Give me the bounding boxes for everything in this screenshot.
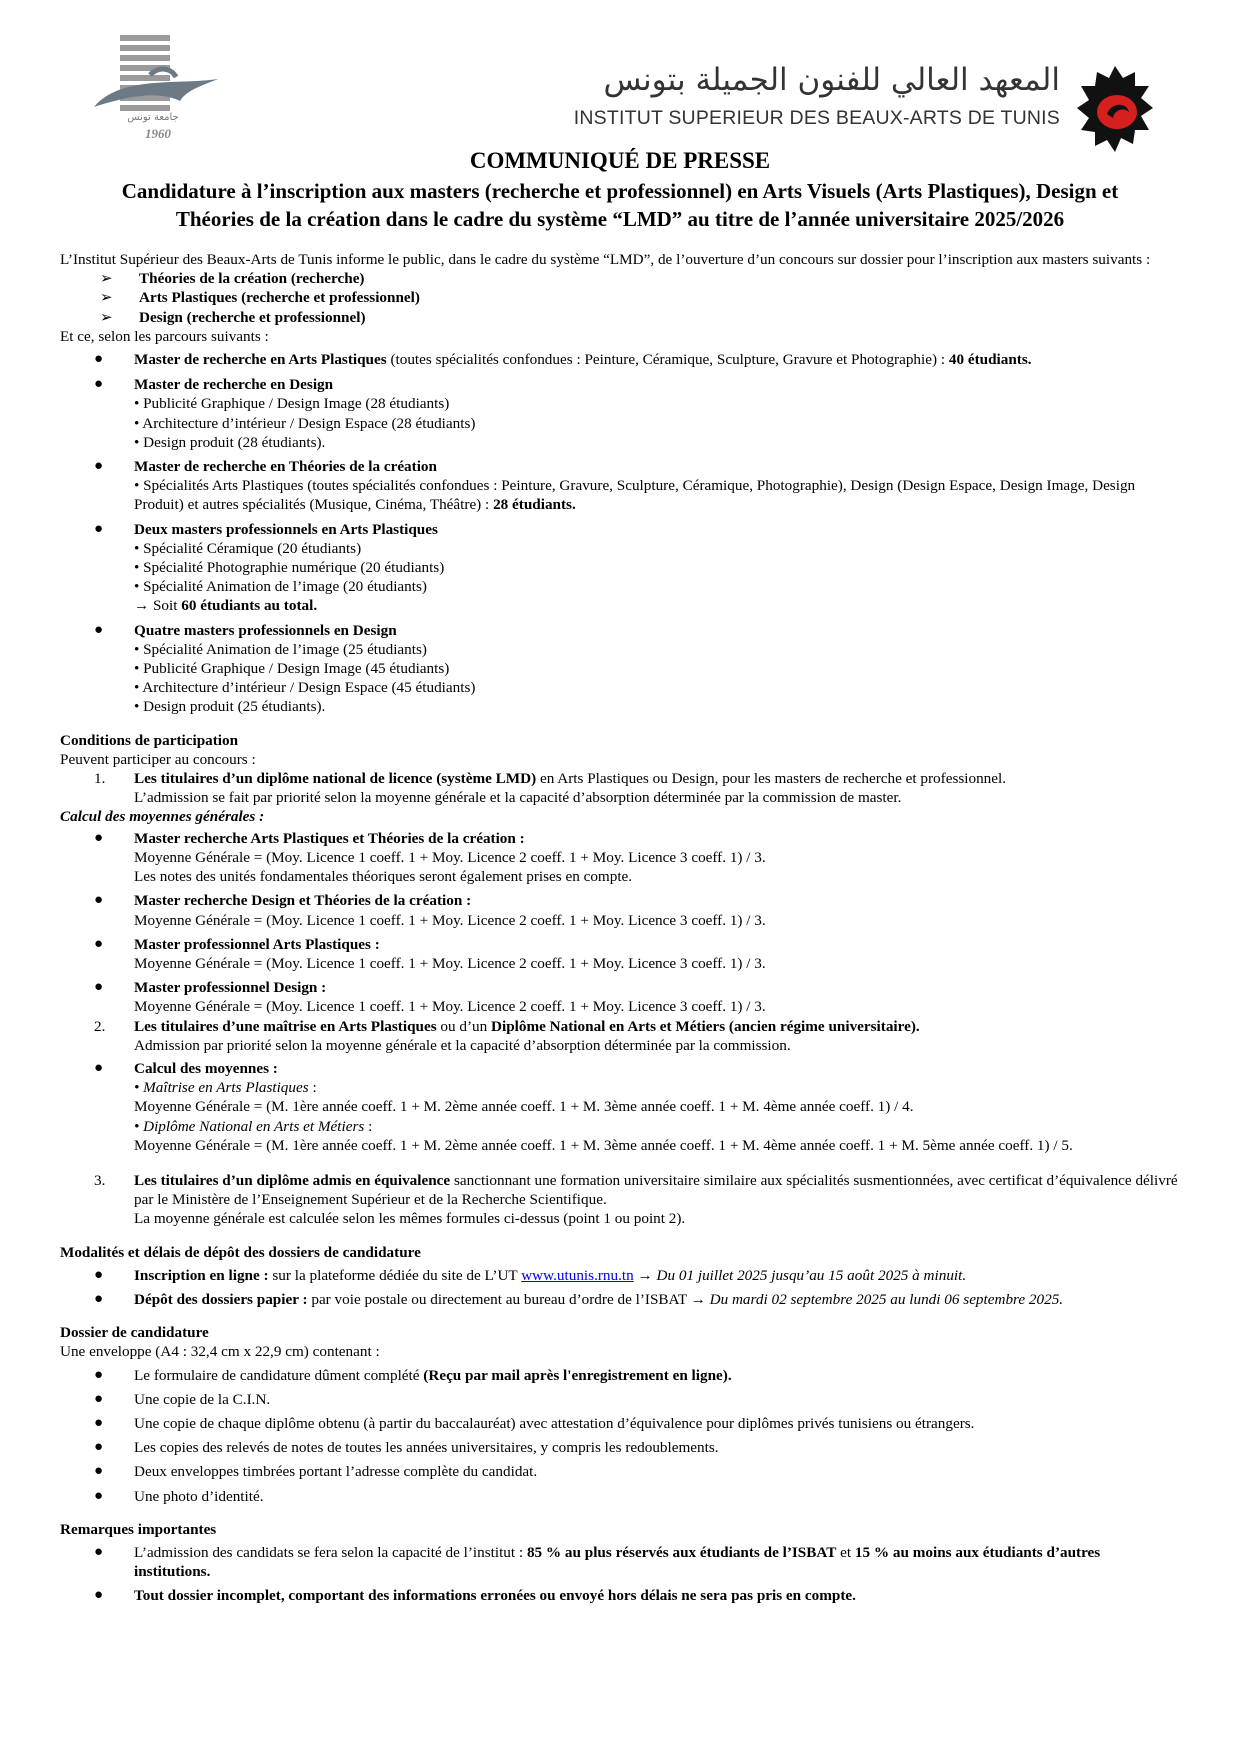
bullet-icon: ● <box>94 1487 104 1504</box>
masters-list <box>60 269 1180 327</box>
page-subtitle <box>60 177 1180 233</box>
conditions-list-2 <box>60 1017 1180 1055</box>
list-item: ● Inscription en ligne : sur la plateforme dédiée du site de L’UT www.utunis.rnu.tn → Du 01 juillet 2025 jusqu’au 15 août 2025 à minuit. <box>94 1266 967 1284</box>
list-item: ● Master professionnel Design : Moyenne Générale = (Moy. Licence 1 coeff. 1 + Moy. Licence 2 coeff. 1 + Moy. Licence 3 coeff. 1) / 3. <box>94 979 766 1016</box>
list-item: ● Master de recherche en Théories de la création • Spécialités Arts Plastiques (toutes spécialités confondues : Peinture, Gravure, Sculpture, Céramique, Photographie), Design (Design Espace, Design Image, Design Produit) et autres spécialités (Musique, Cinéma, Théâtre) : 28 étudiants. <box>94 458 1136 514</box>
arrow-bullet-icon: ➢ <box>100 270 113 288</box>
university-caption: جامعة تونس <box>127 112 179 123</box>
remarques-list <box>60 1543 1180 1606</box>
bullet-icon: ● <box>94 979 104 996</box>
list-item: ● Tout dossier incomplet, comportant des informations erronées ou envoyé hors délais ne sera pas pris en compte. <box>94 1587 856 1605</box>
conditions-heading: Conditions de participation <box>60 731 239 749</box>
list-item: 3. Les titulaires d’un diplôme admis en équivalence sanctionnant une formation universitaire similaire aux spécialités susmentionnées, avec certificat d’équivalence délivré par le Ministère de l’Enseignement Supérieur et de la Recherche Scientifique. La moyenne générale est calculée selon les mêmes formules ci-dessus (point 1 ou point 2). <box>94 1171 1178 1228</box>
parcours-list <box>60 350 1180 717</box>
page-title: COMMUNIQUÉ DE PRESSE <box>469 148 771 173</box>
intro-paragraph: L’Institut Supérieur des Beaux-Arts de Tunis informe le public, dans le cadre du système “LMD”, de l’ouverture d’un concours sur dossier pour l’inscription aux masters suivants : <box>60 251 1151 268</box>
bullet-icon: ● <box>94 351 104 368</box>
bullet-icon: ● <box>94 1543 104 1560</box>
bullet-icon: ● <box>94 1414 104 1431</box>
list-item: ● Deux enveloppes timbrées portant l’adresse complète du candidat. <box>94 1463 538 1481</box>
bullet-icon: ● <box>94 935 104 952</box>
list-item: ● Master recherche Design et Théories de la création : Moyenne Générale = (Moy. Licence 1 coeff. 1 + Moy. Licence 2 coeff. 1 + Moy. Licence 3 coeff. 1) / 3. <box>94 892 766 929</box>
institute-name-french: INSTITUT SUPERIEUR DES BEAUX-ARTS DE TUNIS <box>573 107 1060 129</box>
subtitle-line-2: Théories de la création dans le cadre du système “LMD” au titre de l’année universitaire 2025/2026 <box>175 207 1065 231</box>
list-item: ● Master de recherche en Design • Publicité Graphique / Design Image (28 étudiants) • Architecture d’intérieur / Design Espace (28 étudiants) • Design produit (28 étudiants). <box>94 376 476 451</box>
list-item: ● Master de recherche en Arts Plastiques (toutes spécialités confondues : Peinture, Céramique, Sculpture, Gravure et Photographie) : 40 étudiants. <box>94 351 1032 369</box>
conditions-list <box>60 769 1180 807</box>
bullet-icon: ● <box>94 1266 104 1283</box>
list-item: ● Les copies des relevés de notes de toutes les années universitaires, y compris les redoublements. <box>94 1439 719 1457</box>
list-item: ● Le formulaire de candidature dûment complété (Reçu par mail après l'enregistrement en ligne). <box>94 1366 732 1384</box>
dossier-intro: Une enveloppe (A4 : 32,4 cm x 22,9 cm) contenant : <box>60 1343 380 1361</box>
bullet-icon: ● <box>94 621 104 638</box>
list-item: ● Deux masters professionnels en Arts Plastiques • Spécialité Céramique (20 étudiants) • Spécialité Photographie numérique (20 étudiants) • Spécialité Animation de l’image (20 étudiants) → Soit 60 étudiants au total. <box>94 520 445 615</box>
bullet-icon: ● <box>94 1463 104 1480</box>
document-body <box>60 250 1180 1611</box>
remarques-heading: Remarques importantes <box>60 1520 217 1538</box>
bullet-icon: ● <box>94 1290 104 1307</box>
list-item: ● Une copie de chaque diplôme obtenu (à partir du baccalauréat) avec attestation d’équivalence pour diplômes privés tunisiens ou étrangers. <box>94 1414 975 1432</box>
parcours-intro: Et ce, selon les parcours suivants : <box>60 327 269 345</box>
institute-name-arabic: المعهد العالي للفنون الجميلة بتونس <box>603 62 1060 98</box>
bullet-icon: ● <box>94 1439 104 1456</box>
list-item: ● Une copie de la C.I.N. <box>94 1390 271 1408</box>
bullet-icon: ● <box>94 1366 104 1383</box>
list-item: ● Master professionnel Arts Plastiques : Moyenne Générale = (Moy. Licence 1 coeff. 1 + Moy. Licence 2 coeff. 1 + Moy. Licence 3 coeff. 1) / 3. <box>94 935 766 972</box>
arrow-bullet-icon: ➢ <box>100 289 113 307</box>
calc-heading: Calcul des moyennes générales : <box>60 808 265 826</box>
bullet-icon: ● <box>94 1059 104 1076</box>
university-year: 1960 <box>145 126 171 141</box>
list-item: ➢ Arts Plastiques (recherche et professionnel) <box>100 289 420 307</box>
calc-list <box>60 829 1180 1017</box>
bullet-icon: ● <box>94 829 104 846</box>
list-item: ● Quatre masters professionnels en Design • Spécialité Animation de l’image (25 étudiants) • Publicité Graphique / Design Image (45 étudiants) • Architecture d’intérieur / Design Espace (45 étudiants) • Design produit (25 étudiants). <box>94 621 476 716</box>
list-item: 1. Les titulaires d’un diplôme national de licence (système LMD) en Arts Plastiques ou Design, pour les masters de recherche et professionnel. L’admission se fait par priorité selon la moyenne générale et la capacité d’absorption déterminée par la commission de master. <box>94 770 1007 807</box>
list-item: ● Dépôt des dossiers papier : par voie postale ou directement au bureau d’ordre de l’ISBAT → Du mardi 02 septembre 2025 au lundi 06 septembre 2025. <box>94 1290 1064 1308</box>
list-item: ● L’admission des candidats se fera selon la capacité de l’institut : 85 % au plus réservés aux étudiants de l’ISBAT et 15 % au moins aux étudiants d’autres institutions. <box>94 1543 1101 1581</box>
list-item: ➢ Théories de la création (recherche) <box>100 270 365 288</box>
bullet-icon: ● <box>94 458 104 475</box>
institute-logo-icon <box>1075 62 1155 157</box>
utunis-link[interactable]: www.utunis.rnu.tn <box>521 1266 634 1284</box>
bullet-icon: ● <box>94 376 104 393</box>
modalites-list <box>60 1266 1180 1309</box>
list-item: ➢ Design (recherche et professionnel) <box>100 308 366 326</box>
list-item: ● Calcul des moyennes : • Maîtrise en Arts Plastiques : Moyenne Générale = (M. 1ère année coeff. 1 + M. 2ème année coeff. 1 + M. 3ème année coeff. 1 + M. 4ème année coeff. 1) / 4. • Diplôme National en Arts et Métiers : Moyenne Générale = (M. 1ère année coeff. 1 + M. 2ème année coeff. 1 + M. 3ème année coeff. 1 + M. 4ème année coeff. 1 + M. 5ème année coeff. 1) / 5. <box>94 1059 1073 1154</box>
bullet-icon: ● <box>94 520 104 537</box>
arrow-bullet-icon: ➢ <box>100 308 113 326</box>
conditions-list-3 <box>60 1171 1180 1229</box>
header <box>0 0 1240 150</box>
modalites-heading: Modalités et délais de dépôt des dossiers de candidature <box>60 1243 421 1261</box>
c2-calc-list <box>60 1059 1180 1155</box>
subtitle-line-1: Candidature à l’inscription aux masters (recherche et professionnel) en Arts Visuels (Arts Plastiques), Design et <box>121 179 1119 203</box>
bullet-icon: ● <box>94 1587 104 1604</box>
bullet-icon: ● <box>94 1390 104 1407</box>
conditions-intro: Peuvent participer au concours : <box>60 750 256 768</box>
dossier-heading: Dossier de candidature <box>60 1324 209 1342</box>
list-item: ● Une photo d’identité. <box>94 1487 264 1505</box>
dossier-list <box>60 1366 1180 1506</box>
list-item: ● Master recherche Arts Plastiques et Théories de la création : Moyenne Générale = (Moy. Licence 1 coeff. 1 + Moy. Licence 2 coeff. 1 + Moy. Licence 3 coeff. 1) / 3. Les notes des unités fondamentales théoriques seront également prises en compte. <box>94 829 766 886</box>
bullet-icon: ● <box>94 892 104 909</box>
list-item: 2. Les titulaires d’une maîtrise en Arts Plastiques ou d’un Diplôme National en Arts et Métiers (ancien régime universitaire). Admission par priorité selon la moyenne générale et la capacité d’absorption déterminée par la commission. <box>94 1017 920 1054</box>
